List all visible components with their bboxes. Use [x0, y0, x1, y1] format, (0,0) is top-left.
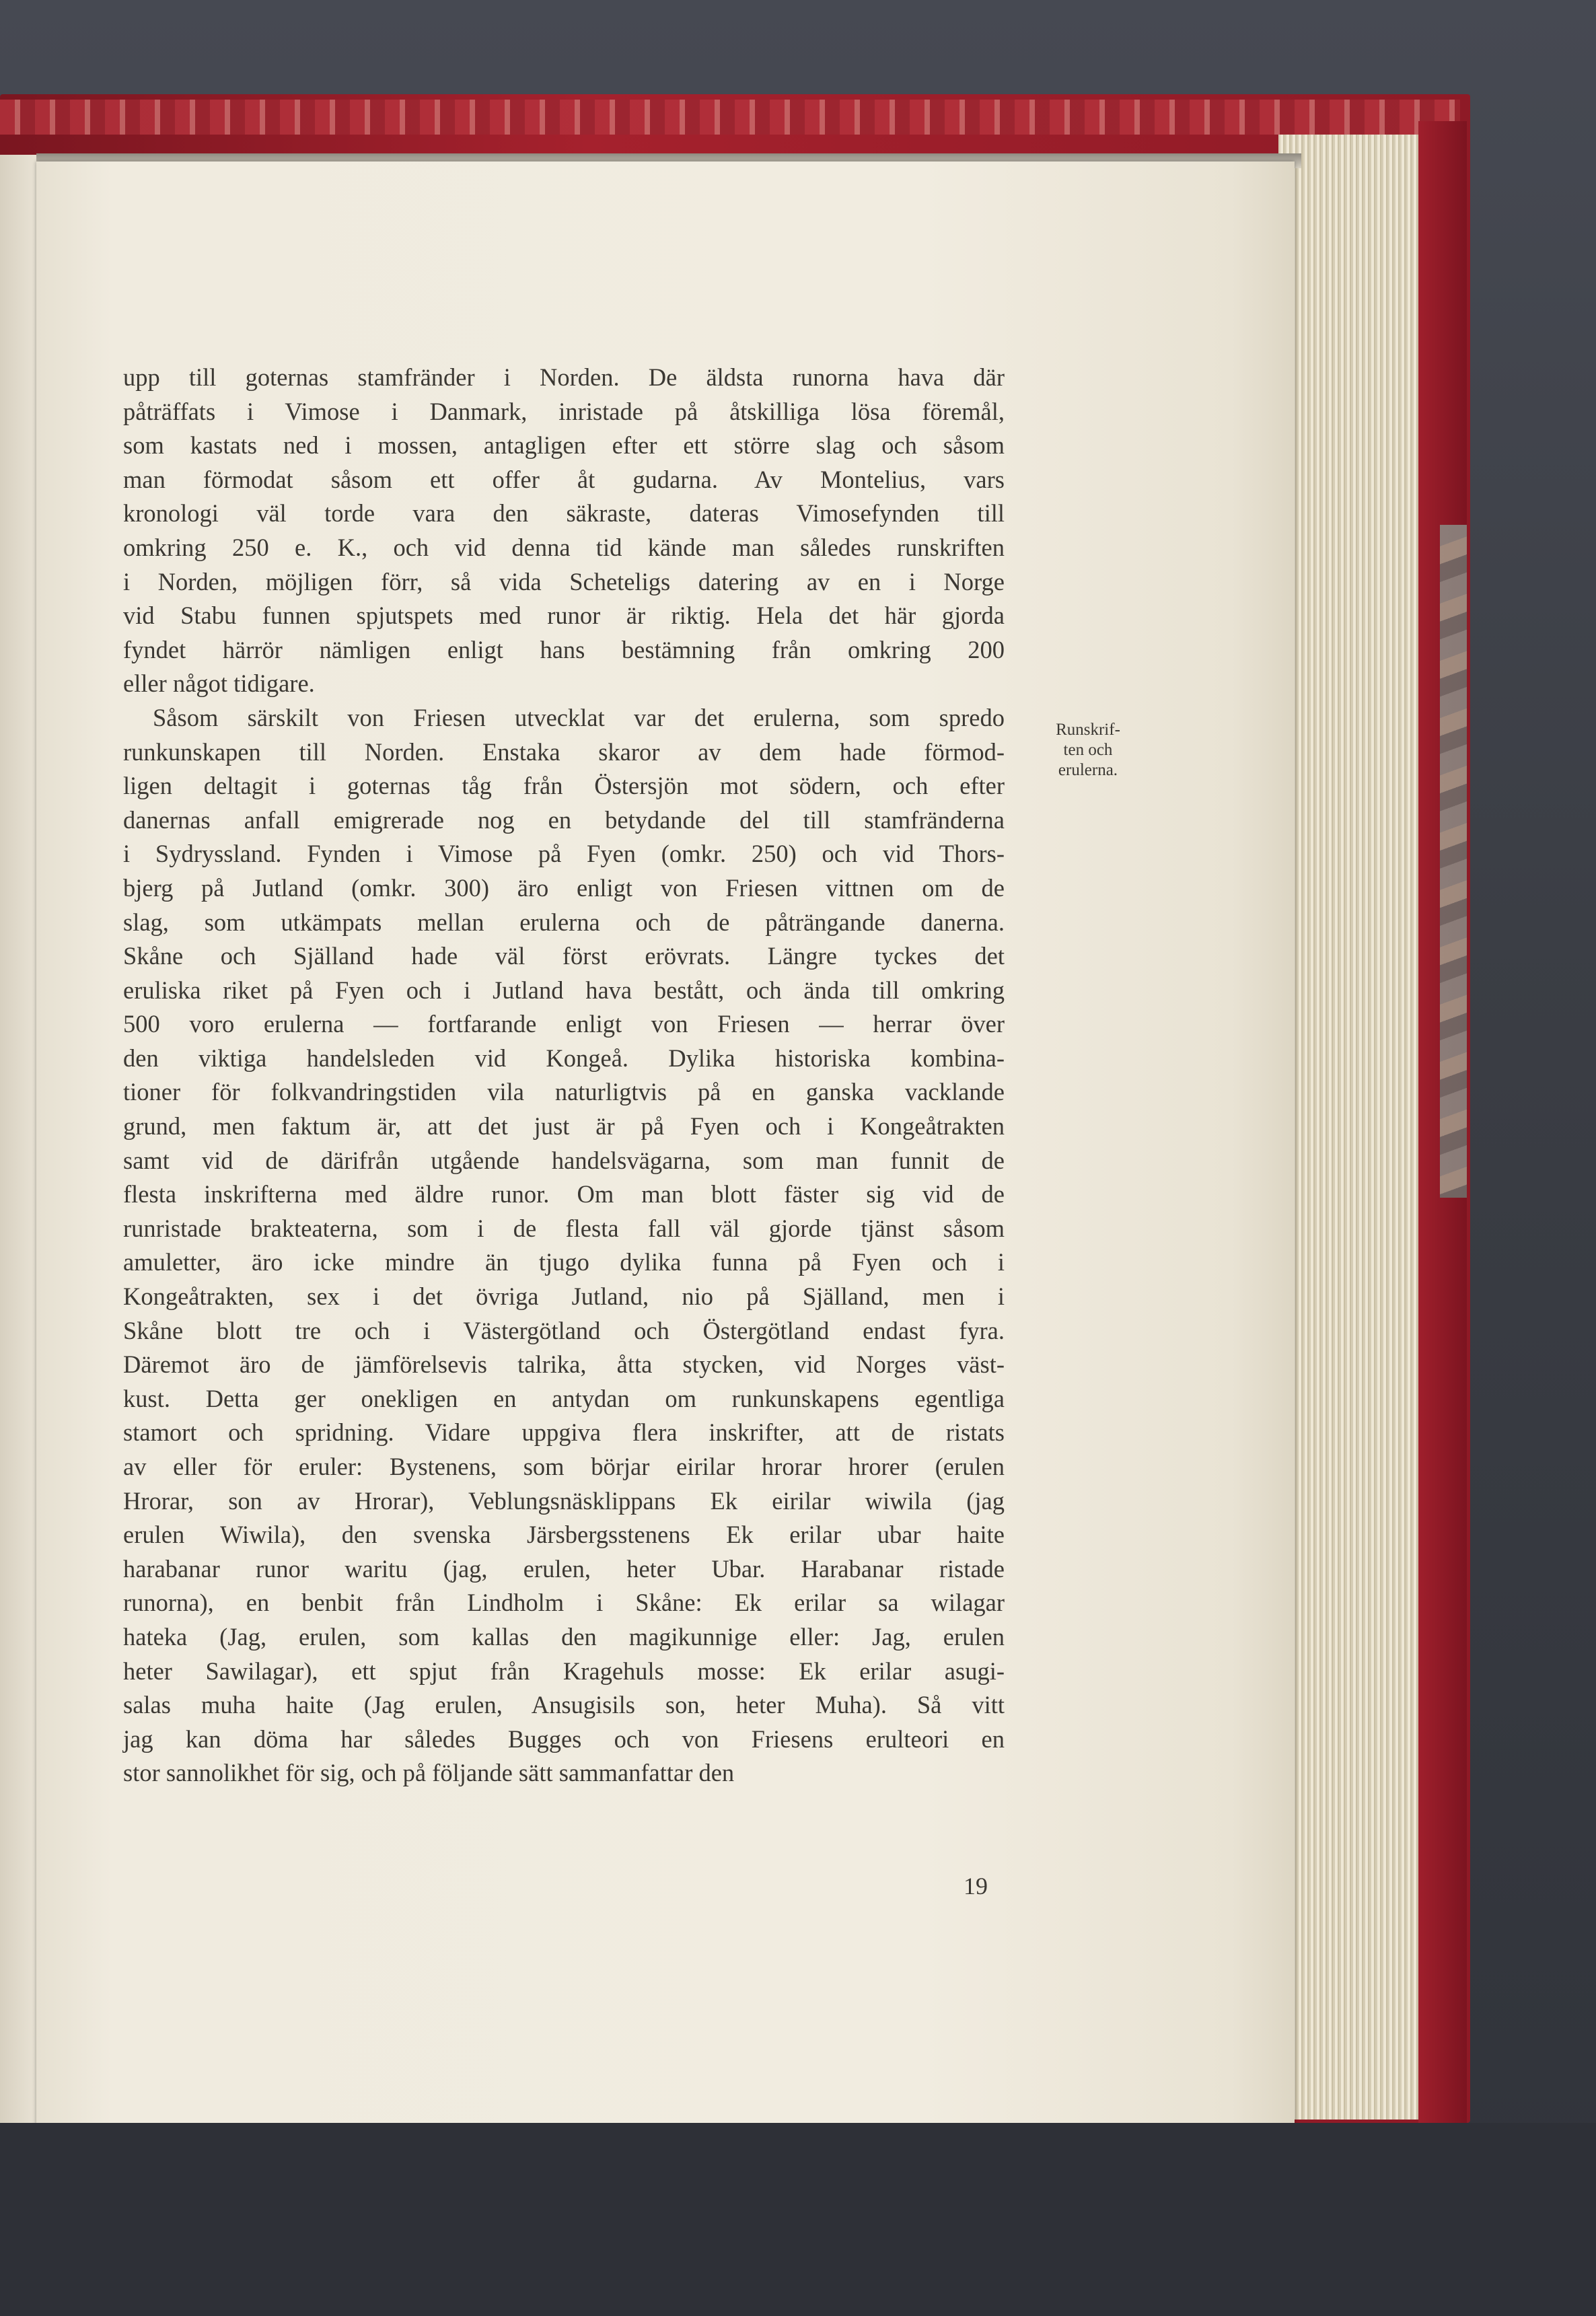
- text-line: påträffats i Vimose i Danmark, inristade på åtskilliga lösa föremål,: [123, 397, 1005, 425]
- text-line: danernas anfall emigrerade nog en betydande del till stamfränderna: [123, 805, 1005, 834]
- text-line: den viktiga handelsleden vid Kongeå. Dylika historiska kombina-: [123, 1044, 1005, 1072]
- background-bottom: [0, 2123, 1596, 2316]
- margin-note: [1041, 720, 1135, 781]
- text-line: samt vid de därifrån utgående handelsvägarna, som man funnit de: [123, 1146, 1005, 1174]
- text-line: flesta inskrifterna med äldre runor. Om man blott fäster sig vid de: [123, 1180, 1005, 1208]
- text-line: ligen deltagit i goternas tåg från Östersjön mot södern, och efter: [123, 772, 1005, 800]
- text-line: eruliska riket på Fyen och i Jutland hava bestått, och ända till omkring: [123, 976, 1005, 1004]
- text-line: stor sannolikhet för sig, och på följande sätt sammanfattar den: [123, 1759, 735, 1787]
- book-spine-edge: [0, 100, 1460, 135]
- text-line: Skåne blott tre och i Västergötland och Östergötland endast fyra.: [123, 1316, 1005, 1344]
- text-line: harabanar runor waritu (jag, erulen, heter Ubar. Harabanar ristade: [123, 1554, 1005, 1583]
- text-line: heter Sawilagar), ett spjut från Kragehuls mosse: Ek erilar asugi-: [123, 1657, 1005, 1685]
- text-line: vid Stabu funnen spjutspets med runor är riktig. Hela det här gjorda: [123, 602, 1005, 630]
- text-line: Skåne och Själland hade väl först erövrats. Längre tyckes det: [123, 942, 1005, 970]
- body-text: [123, 361, 1005, 1790]
- text-line: runristade brakteaterna, som i de flesta fall väl gjorde tjänst såsom: [123, 1214, 1005, 1242]
- text-line: upp till goternas stamfränder i Norden. De äldsta runorna hava där: [123, 363, 1005, 391]
- text-line: stamort och spridning. Vidare uppgiva flera inskrifter, att de ristats: [123, 1418, 1005, 1447]
- text-line: i Norden, möjligen förr, så vida Scheteligs datering av en i Norge: [123, 567, 1005, 595]
- text-line: som kastats ned i mossen, antagligen efter ett större slag och såsom: [123, 431, 1005, 460]
- text-line: jag kan döma har således Bugges och von Friesens erulteori en: [123, 1725, 1005, 1753]
- text-line: Hrorar, son av Hrorar), Veblungsnäsklippans Ek eirilar wiwila (jag: [123, 1486, 1005, 1515]
- text-line: kronologi väl torde vara den säkraste, dateras Vimosefynden till: [123, 499, 1005, 528]
- text-line: grund, men faktum är, att det just är på Fyen och i Kongeåtrakten: [123, 1112, 1005, 1141]
- text-line: eller något tidigare.: [123, 670, 315, 698]
- text-line: runkunskapen till Norden. Enstaka skaror av dem hade förmod-: [123, 737, 1005, 766]
- margin-note-line: Runskrif-: [1056, 721, 1120, 739]
- text-line: fyndet härrör nämligen enligt hans bestämning från omkring 200: [123, 635, 1005, 663]
- margin-note-line: ten och: [1063, 741, 1113, 759]
- text-line: amuletter, äro icke mindre än tjugo dylika funna på Fyen och i: [123, 1248, 1005, 1276]
- text-line: Kongeåtrakten, sex i det övriga Jutland, nio på Själland, men i: [123, 1282, 1005, 1311]
- marbled-endpaper: [1440, 525, 1467, 1198]
- text-line: hateka (Jag, erulen, som kallas den magikunnige eller: Jag, erulen: [123, 1622, 1005, 1651]
- text-line: bjerg på Jutland (omkr. 300) äro enligt von Friesen vittnen om de: [123, 873, 1005, 902]
- text-line: runorna), en benbit från Lindholm i Skåne: Ek erilar sa wilagar: [123, 1589, 1005, 1617]
- text-line: tioner för folkvandringstiden vila naturligtvis på en ganska vacklande: [123, 1078, 1005, 1106]
- text-line: kust. Detta ger onekligen en antydan om runkunskapens egentliga: [123, 1384, 1005, 1412]
- text-line: erulen Wiwila), den svenska Järsbergsstenens Ek erilar ubar haite: [123, 1521, 1005, 1549]
- text-line: Såsom särskilt von Friesen utvecklat var det erulerna, som spredo: [153, 703, 1005, 731]
- facing-page-edge: [0, 155, 36, 2173]
- page-number: 19: [964, 1873, 988, 1899]
- margin-note-line: erulerna.: [1058, 761, 1118, 779]
- page-edges: [1278, 135, 1422, 2120]
- text-line: slag, som utkämpats mellan erulerna och de påträngande danerna.: [123, 908, 1005, 936]
- text-line: omkring 250 e. K., och vid denna tid kände man således runskriften: [123, 533, 1005, 561]
- text-line: i Sydryssland. Fynden i Vimose på Fyen (omkr. 250) och vid Thors-: [123, 840, 1005, 868]
- text-line: Däremot äro de jämförelsevis talrika, åtta stycken, vid Norges väst-: [123, 1350, 1005, 1379]
- text-line: man förmodat såsom ett offer åt gudarna. Av Montelius, vars: [123, 465, 1005, 493]
- text-line: 500 voro erulerna — fortfarande enligt von Friesen — herrar över: [123, 1010, 1005, 1038]
- text-line: salas muha haite (Jag erulen, Ansugisils son, heter Muha). Så vitt: [123, 1691, 1005, 1719]
- text-line: av eller för eruler: Bystenens, som börjar eirilar hrorar hrorer (erulen: [123, 1453, 1005, 1480]
